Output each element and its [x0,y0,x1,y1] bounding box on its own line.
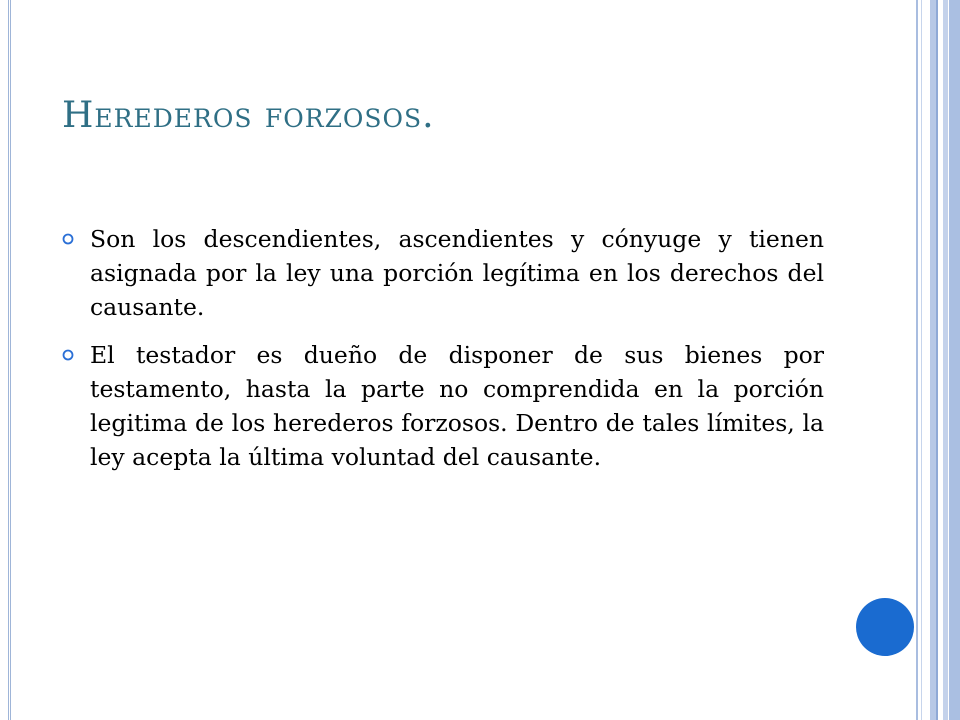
right-stripe-decoration [916,0,960,720]
accent-circle-decoration [856,598,914,656]
bullet-item [62,338,824,474]
stripe [943,0,948,720]
stripe [921,0,922,720]
bullet-text: El testador es dueño de disponer de sus bienes por testamento, hasta la parte no comprendida en la porción legitima de los herederos forzosos. Dentro de tales límites, la ley acepta la última voluntad del causante. [90,341,824,471]
stripe [949,0,960,720]
bullet-item [62,222,824,324]
bullet-text: Son los descendientes, ascendientes y cónyuge y tienen asignada por la ley una porción legítima en los derechos del causante. [90,225,824,321]
stripe [916,0,918,720]
stripe [936,0,938,720]
slide-title: Herederos forzosos. [62,95,435,136]
left-border-decoration [8,0,11,720]
ring-bullet-icon [62,349,74,361]
bullet-list [62,222,824,488]
ring-bullet-icon [62,233,74,245]
